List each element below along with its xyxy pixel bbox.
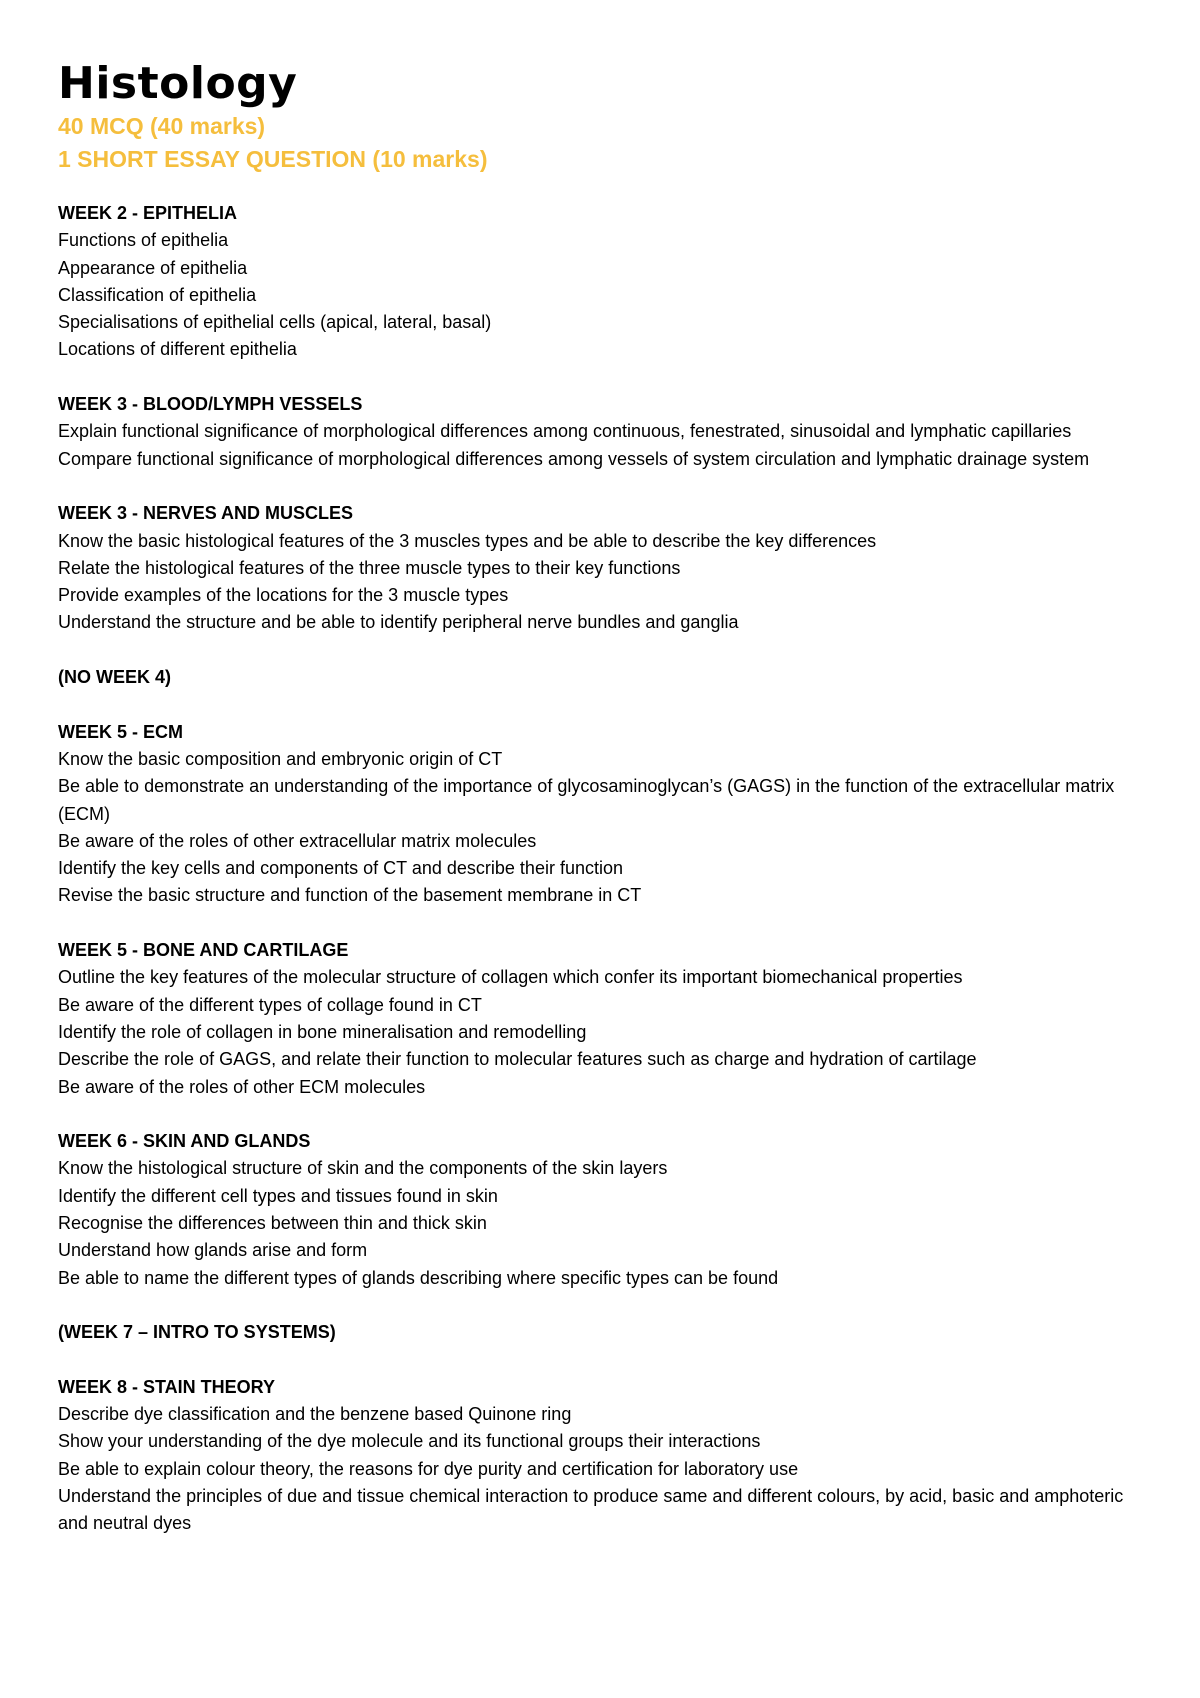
learning-objective: Appearance of epithelia: [58, 257, 248, 278]
syllabus-section: [58, 1374, 1148, 1538]
syllabus-section: [58, 937, 1148, 1101]
learning-objective: Identify the different cell types and tissues found in skin: [58, 1185, 498, 1206]
learning-objective: Specialisations of epithelial cells (apical, lateral, basal): [58, 312, 492, 333]
section-heading: WEEK 5 - BONE AND CARTILAGE: [58, 940, 349, 961]
learning-objective: Locations of different epithelia: [58, 339, 297, 360]
learning-objective: Show your understanding of the dye molecule and its functional groups their interactions: [58, 1431, 761, 1452]
syllabus-section: [58, 391, 1148, 473]
learning-objective: Be able to demonstrate an understanding of the importance of glycosaminoglycan’s (GAGS) in the function of the extracellular matrix (ECM): [58, 776, 1115, 824]
learning-objective: Relate the histological features of the three muscle types to their key functions: [58, 557, 681, 578]
section-heading: WEEK 6 - SKIN AND GLANDS: [58, 1131, 311, 1152]
syllabus-section: [58, 1319, 1148, 1346]
syllabus-section: [58, 664, 1148, 691]
syllabus-section: [58, 719, 1148, 910]
learning-objective: Functions of epithelia: [58, 230, 229, 251]
learning-objective: Understand the structure and be able to identify peripheral nerve bundles and ganglia: [58, 612, 739, 633]
learning-objective: Outline the key features of the molecular structure of collagen which confer its important biomechanical properties: [58, 967, 963, 988]
learning-objective: Describe dye classification and the benzene based Quinone ring: [58, 1404, 572, 1425]
section-heading: WEEK 5 - ECM: [58, 721, 184, 742]
syllabus-section: [58, 1128, 1148, 1292]
learning-objective: Explain functional significance of morphological differences among continuous, fenestrated, sinusoidal and lymphatic capillaries: [58, 421, 1072, 442]
learning-objective: Identify the key cells and components of CT and describe their function: [58, 858, 623, 879]
exam-format: [58, 110, 1148, 176]
exam-format-line: 40 MCQ (40 marks): [58, 113, 266, 139]
learning-objective: Describe the role of GAGS, and relate their function to molecular features such as charge and hydration of cartilage: [58, 1049, 977, 1070]
syllabus-section: [58, 200, 1148, 364]
learning-objective: Identify the role of collagen in bone mineralisation and remodelling: [58, 1021, 587, 1042]
section-heading: WEEK 3 - NERVES AND MUSCLES: [58, 503, 354, 524]
section-heading: (WEEK 7 – INTRO TO SYSTEMS): [58, 1322, 336, 1343]
exam-format-line: 1 SHORT ESSAY QUESTION (10 marks): [58, 146, 488, 172]
syllabus-section: [58, 500, 1148, 636]
section-heading: (NO WEEK 4): [58, 667, 172, 688]
learning-objective: Be aware of the roles of other ECM molecules: [58, 1076, 426, 1097]
learning-objective: Provide examples of the locations for the 3 muscle types: [58, 585, 509, 606]
learning-objective: Be aware of the roles of other extracellular matrix molecules: [58, 830, 537, 851]
learning-objective: Be aware of the different types of collage found in CT: [58, 994, 482, 1015]
section-heading: WEEK 2 - EPITHELIA: [58, 203, 238, 223]
learning-objective: Know the histological structure of skin and the components of the skin layers: [58, 1158, 668, 1179]
document-title: Histology: [58, 58, 298, 109]
learning-objective: Recognise the differences between thin and thick skin: [58, 1212, 487, 1233]
learning-objective: Understand how glands arise and form: [58, 1240, 368, 1261]
section-heading: WEEK 8 - STAIN THEORY: [58, 1376, 276, 1397]
learning-objective: Understand the principles of due and tissue chemical interaction to produce same and different colours, by acid, basic and amphoteric and neutral dyes: [58, 1485, 1124, 1534]
learning-objective: Classification of epithelia: [58, 284, 257, 305]
learning-objective: Compare functional significance of morphological differences among vessels of system circulation and lymphatic drainage system: [58, 448, 1090, 469]
section-heading: WEEK 3 - BLOOD/LYMPH VESSELS: [58, 394, 363, 415]
syllabus-sections: [58, 200, 1148, 1538]
document-page: [58, 58, 1148, 1565]
learning-objective: Be able to explain colour theory, the reasons for dye purity and certification for laboratory use: [58, 1458, 799, 1479]
learning-objective: Revise the basic structure and function of the basement membrane in CT: [58, 885, 642, 906]
learning-objective: Know the basic composition and embryonic origin of CT: [58, 748, 503, 769]
learning-objective: Know the basic histological features of the 3 muscles types and be able to describe the key differences: [58, 530, 877, 551]
learning-objective: Be able to name the different types of glands describing where specific types can be found: [58, 1267, 779, 1288]
